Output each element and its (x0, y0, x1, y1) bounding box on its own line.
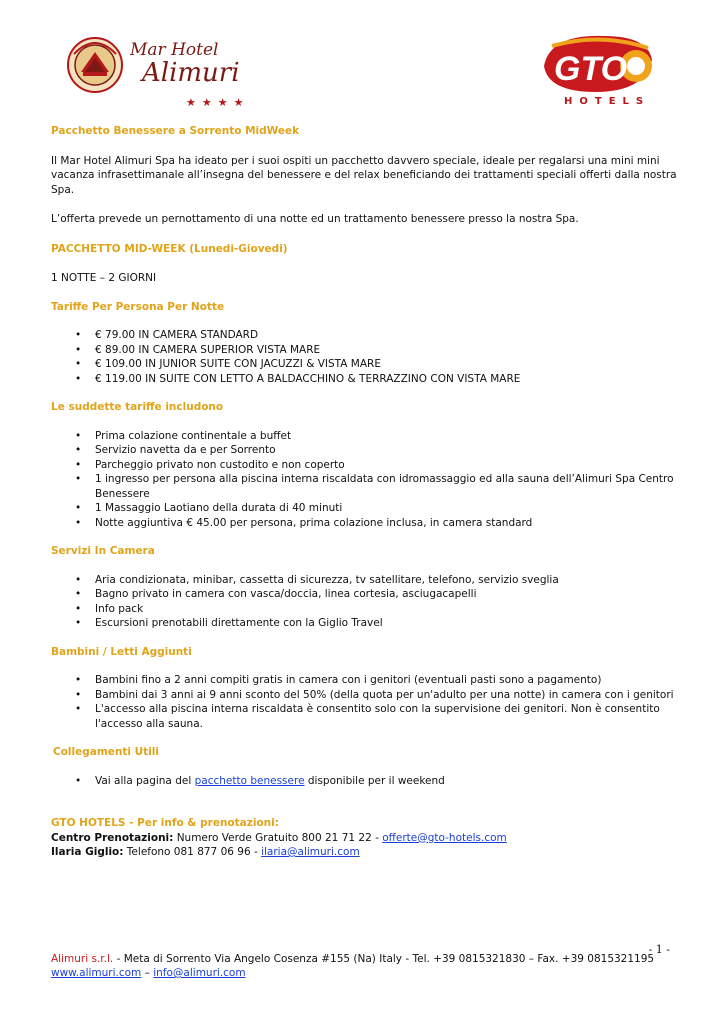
info-email-link[interactable]: info@alimuri.com (153, 967, 246, 979)
duration-text: 1 NOTTE – 2 GIORNI (51, 272, 157, 284)
kids-list (51, 673, 681, 731)
company-address: - Meta di Sorrento Via Angelo Cosenza #155 (Na) Italy - Tel. +39 0815321830 – Fax. +39 0815321195 (113, 953, 655, 965)
list-item: • Escursioni prenotabili direttamente con la Giglio Travel (51, 616, 681, 631)
central-booking-text: Numero Verde Gratuito 800 21 71 22 - (173, 831, 383, 844)
wellness-package-link[interactable]: pacchetto benessere (194, 774, 305, 787)
footer-links-line (51, 966, 681, 980)
gto-hotels-logo (540, 30, 660, 112)
includes-heading: Le suddette tariffe includono (51, 401, 224, 413)
central-booking-line (51, 831, 681, 846)
list-item: • Bambini dai 3 anni ai 9 anni sconto del 50% (della quota per un'adulto per una notte) in camera con i genitori (51, 688, 681, 703)
room-services-list (51, 573, 681, 631)
list-item: • Prima colazione continentale a buffet (51, 429, 681, 444)
main-content (51, 124, 681, 860)
contacts-heading: GTO HOTELS - Per info & prenotazioni: (51, 817, 279, 829)
list-item: • Servizio navetta da e per Sorrento (51, 443, 681, 458)
offers-email-link[interactable]: offerte@gto-hotels.com (382, 831, 507, 844)
list-item: • € 119.00 IN SUITE CON LETTO A BALDACCHINO & TERRAZZINO CON VISTA MARE (51, 372, 681, 387)
includes-list (51, 429, 681, 531)
ilaria-email-link[interactable]: ilaria@alimuri.com (261, 846, 360, 858)
website-link[interactable]: www.alimuri.com (51, 967, 142, 979)
list-item: • Aria condizionata, minibar, cassetta di sicurezza, tv satellitare, telefono, servizio sveglia (51, 573, 681, 588)
hotel-name-big: Alimuri (142, 58, 240, 88)
ilaria-text: Telefono 081 877 06 96 - (123, 846, 262, 858)
list-item: • Parcheggio privato non custodito e non coperto (51, 458, 681, 473)
page-footer (51, 952, 681, 980)
kids-heading: Bambini / Letti Aggiunti (51, 645, 192, 658)
useful-links-heading: Collegamenti Utili (53, 746, 159, 758)
list-item: • 1 Massaggio Laotiano della durata di 40 minuti (51, 501, 681, 516)
list-item: • € 89.00 IN CAMERA SUPERIOR VISTA MARE (51, 343, 681, 358)
intro-paragraph: Il Mar Hotel Alimuri Spa ha ideato per i suoi ospiti un pacchetto davvero speciale, ideale per regalarsi una mini mini vacanza infrasettimanale all’insegna del benessere e del relax beneficiando dei trattamenti speciali offerti dalla nostra Spa. (51, 154, 677, 196)
rates-heading: Tariffe Per Persona Per Notte (51, 300, 225, 313)
hotel-emblem-icon (66, 34, 124, 96)
list-item: • € 79.00 IN CAMERA STANDARD (51, 328, 681, 343)
hotel-stars: ★★★★ (186, 96, 250, 109)
central-booking-label: Centro Prenotazioni: (51, 831, 174, 844)
list-item: • Notte aggiuntiva € 45.00 per persona, prima colazione inclusa, in camera standard (51, 516, 681, 531)
company-name: Alimuri s.r.l. (51, 953, 114, 965)
room-services-heading: Servizi In Camera (51, 545, 155, 557)
gto-logo-icon (540, 30, 660, 96)
hotel-name-small: Mar Hotel (130, 40, 219, 60)
page-title: Pacchetto Benessere a Sorrento MidWeek (51, 125, 300, 137)
gto-subtitle: HOTELS (564, 96, 651, 107)
ilaria-label: Ilaria Giglio: (51, 846, 124, 858)
offer-paragraph: L’offerta prevede un pernottamento di una notte ed un trattamento benessere presso la nostra Spa. (51, 213, 579, 225)
link-suffix: disponibile per il weekend (304, 774, 445, 787)
footer-address-line (51, 952, 681, 966)
footer-separator: – (141, 967, 154, 979)
list-item: • Bagno privato in camera con vasca/doccia, linea cortesia, asciugacapelli (51, 587, 681, 602)
list-item: • 1 ingresso per persona alla piscina interna riscaldata con idromassaggio ed alla sauna dell’Alimuri Spa Centro Benessere (51, 472, 681, 501)
list-item: • L'accesso alla piscina interna riscaldata è consentito solo con la supervisione dei genitori. Non è consentito l'accesso alla sauna. (51, 702, 681, 731)
list-item: • Bambini fino a 2 anni compiti gratis in camera con i genitori (eventuali pasti sono a pagamento) (51, 673, 681, 688)
useful-links-list (51, 774, 681, 789)
page-number: - 1 - (648, 943, 670, 956)
gto-logo-text: GTO (554, 50, 628, 88)
ilaria-contact-line (51, 845, 681, 860)
package-heading: PACCHETTO MID-WEEK (Lunedi-Giovedi) (51, 242, 288, 255)
list-item (51, 774, 681, 789)
list-item: • € 109.00 IN JUNIOR SUITE CON JACUZZI & VISTA MARE (51, 357, 681, 372)
rates-list (51, 328, 681, 386)
mar-hotel-alimuri-logo (62, 32, 252, 112)
link-prefix: Vai alla pagina del (95, 774, 195, 787)
list-item: • Info pack (51, 602, 681, 617)
